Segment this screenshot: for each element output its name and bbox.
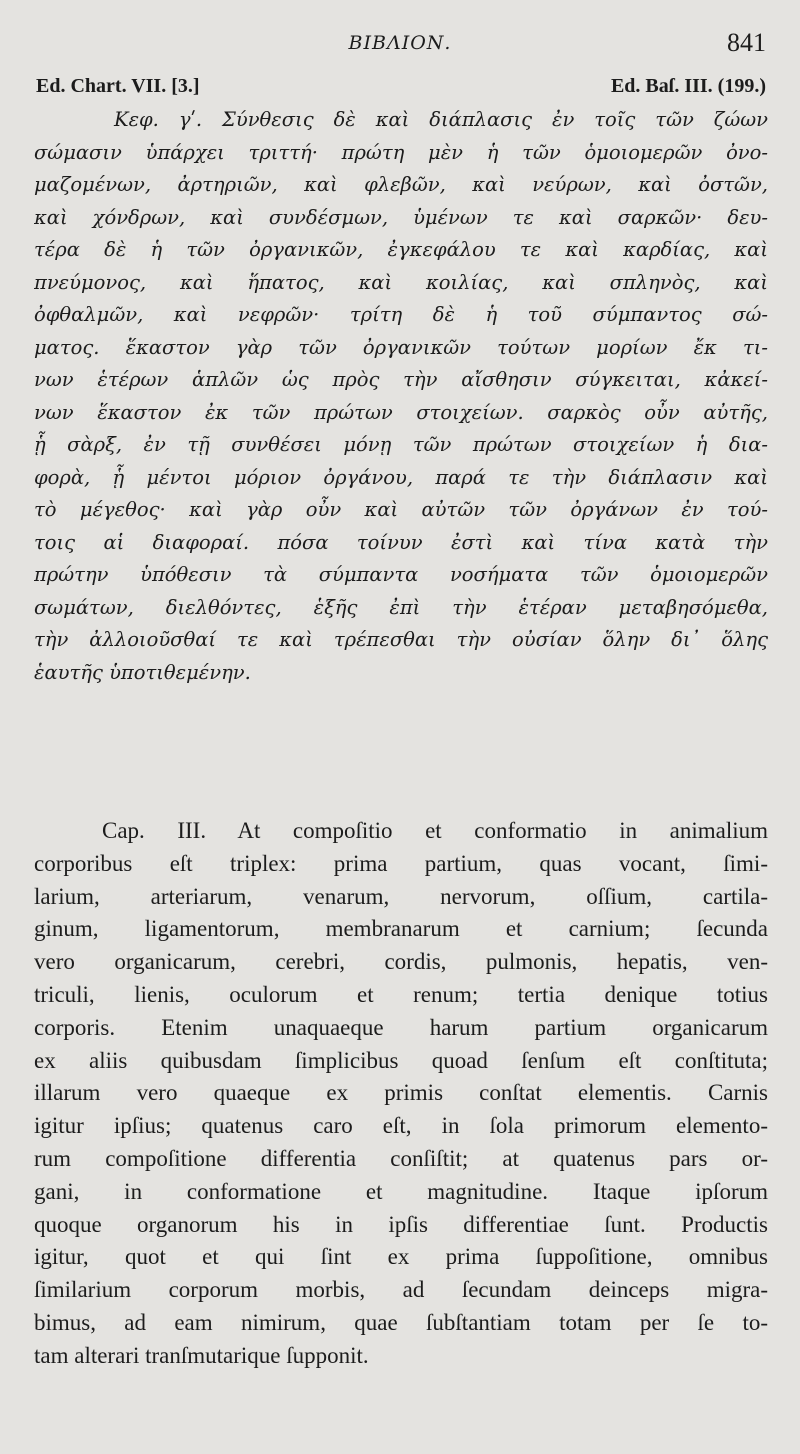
latin-line: triculi, lienis, oculorum et renum; tertia denique totius (34, 981, 768, 1007)
latin-line: rum compoſitione differentia conſiſtit; at quatenus pars or- (34, 1145, 768, 1171)
greek-line: τοις αἱ διαφοραί. πόσα τοίνυν ἐστὶ καὶ τίνα κατὰ τὴν (34, 530, 768, 554)
latin-line: Cap. III. At compoſitio et conformatio in animalium (102, 818, 768, 843)
latin-line: corporis. Etenim unaquaeque harum partium organicarum (34, 1014, 768, 1040)
greek-line: καὶ χόνδρων, καὶ συνδέσμων, ὑμένων τε καὶ σαρκῶν· δευ- (34, 205, 768, 229)
greek-line: Κεφ. γʹ. Σύνθεσις δὲ καὶ διάπλασις ἐν τοῖς τῶν ζώων (114, 108, 768, 131)
greek-line: νων ἕκαστον ἐκ τῶν πρώτων στοιχείων. σαρκὸς οὖν αὐτῆς, (34, 400, 768, 424)
greek-line: νων ἑτέρων ἁπλῶν ὡς πρὸς τὴν αἴσθησιν σύγκειται, κἀκεί- (34, 368, 768, 391)
latin-line: ginum, ligamentorum, membranarum et carnium; ſecunda (34, 916, 768, 942)
latin-line: vero organicarum, cerebri, cordis, pulmonis, hepatis, ven- (34, 949, 768, 975)
greek-line: ματος. ἕκαστον γὰρ τῶν ὀργανικῶν τούτων μορίων ἔκ τι- (34, 335, 768, 359)
greek-line: τὴν ἀλλοιοῦσθαί τε καὶ τρέπεσθαι τὴν οὐσίαν ὅλην δι᾽ ὅλης (34, 628, 768, 651)
latin-line: corporibus eſt triplex: prima partium, quas vocant, ſimi- (34, 850, 768, 876)
latin-line: tam alterari tranſmutarique ſupponit. (34, 1342, 369, 1368)
latin-line: gani, in conformatione et magnitudine. Itaque ipſorum (34, 1178, 768, 1204)
greek-line: σωμάτων, διελθόντες, ἑξῆς ἐπὶ τὴν ἑτέραν μεταβησόμεθα, (34, 595, 768, 619)
greek-line: μαζομένων, ἀρτηριῶν, καὶ φλεβῶν, καὶ νεύρων, καὶ ὀστῶν, (34, 173, 768, 196)
edition-reference-line (36, 75, 766, 103)
greek-line: τὸ μέγεθος· καὶ γὰρ οὖν καὶ αὐτῶν τῶν ὀργάνων ἐν τού- (34, 498, 768, 521)
greek-line: φορὰ, ᾗ μέντοι μόριον ὀργάνου, παρά τε τὴν διάπλασιν καὶ (34, 465, 768, 489)
greek-line: σώμασιν ὑπάρχει τριττή· πρώτη μὲν ἡ τῶν ὁμοιομερῶν ὀνο- (34, 140, 768, 164)
greek-text-block (34, 104, 768, 689)
latin-line: ex aliis quibusdam ſimplicibus quoad ſenſum eſt conſtituta; (34, 1047, 768, 1073)
latin-line: bimus, ad eam nimirum, quae ſubſtantiam totam per ſe to- (34, 1309, 768, 1335)
latin-line: quoque organorum his in ipſis differentiae ſunt. Productis (34, 1211, 768, 1237)
greek-line: τέρα δὲ ἡ τῶν ὀργανικῶν, ἐγκεφάλου τε καὶ καρδίας, καὶ (34, 238, 768, 261)
greek-line: πνεύμονος, καὶ ἥπατος, καὶ κοιλίας, καὶ σπληνὸς, καὶ (34, 270, 768, 294)
latin-line: larium, arteriarum, venarum, nervorum, oſſium, cartila- (34, 883, 768, 909)
latin-line: illarum vero quaeque ex primis conſtat elementis. Carnis (34, 1080, 768, 1106)
running-title: ΒΙΒΛΙΟΝ. (348, 32, 452, 54)
latin-line: ſimilarium corporum morbis, ad ſecundam deinceps migra- (34, 1277, 768, 1303)
page-number: 841 (727, 28, 766, 57)
latin-line: igitur, quot et qui ſint ex prima ſuppoſitione, omnibus (34, 1244, 768, 1270)
greek-line: πρώτην ὑπόθεσιν τὰ σύμπαντα νοσήματα τῶν ὁμοιομερῶν (34, 563, 768, 586)
edition-reference-basel: Ed. Baſ. III. (199.) (610, 75, 766, 97)
edition-reference-chartier: Ed. Chart. VII. [3.] (36, 75, 200, 97)
running-head (0, 28, 800, 58)
latin-text-block (34, 815, 768, 1373)
greek-line: ὀφθαλμῶν, καὶ νεφρῶν· τρίτη δὲ ἡ τοῦ σύμπαντος σώ- (34, 303, 768, 326)
latin-line: igitur ipſius; quatenus caro eſt, in ſola primorum elemento- (34, 1113, 768, 1139)
greek-line: ᾗ σὰρξ, ἐν τῇ συνθέσει μόνῃ τῶν πρώτων στοιχείων ἡ δια- (34, 433, 768, 456)
greek-line: ἑαυτῆς ὑποτιθεμένην. (34, 660, 251, 684)
